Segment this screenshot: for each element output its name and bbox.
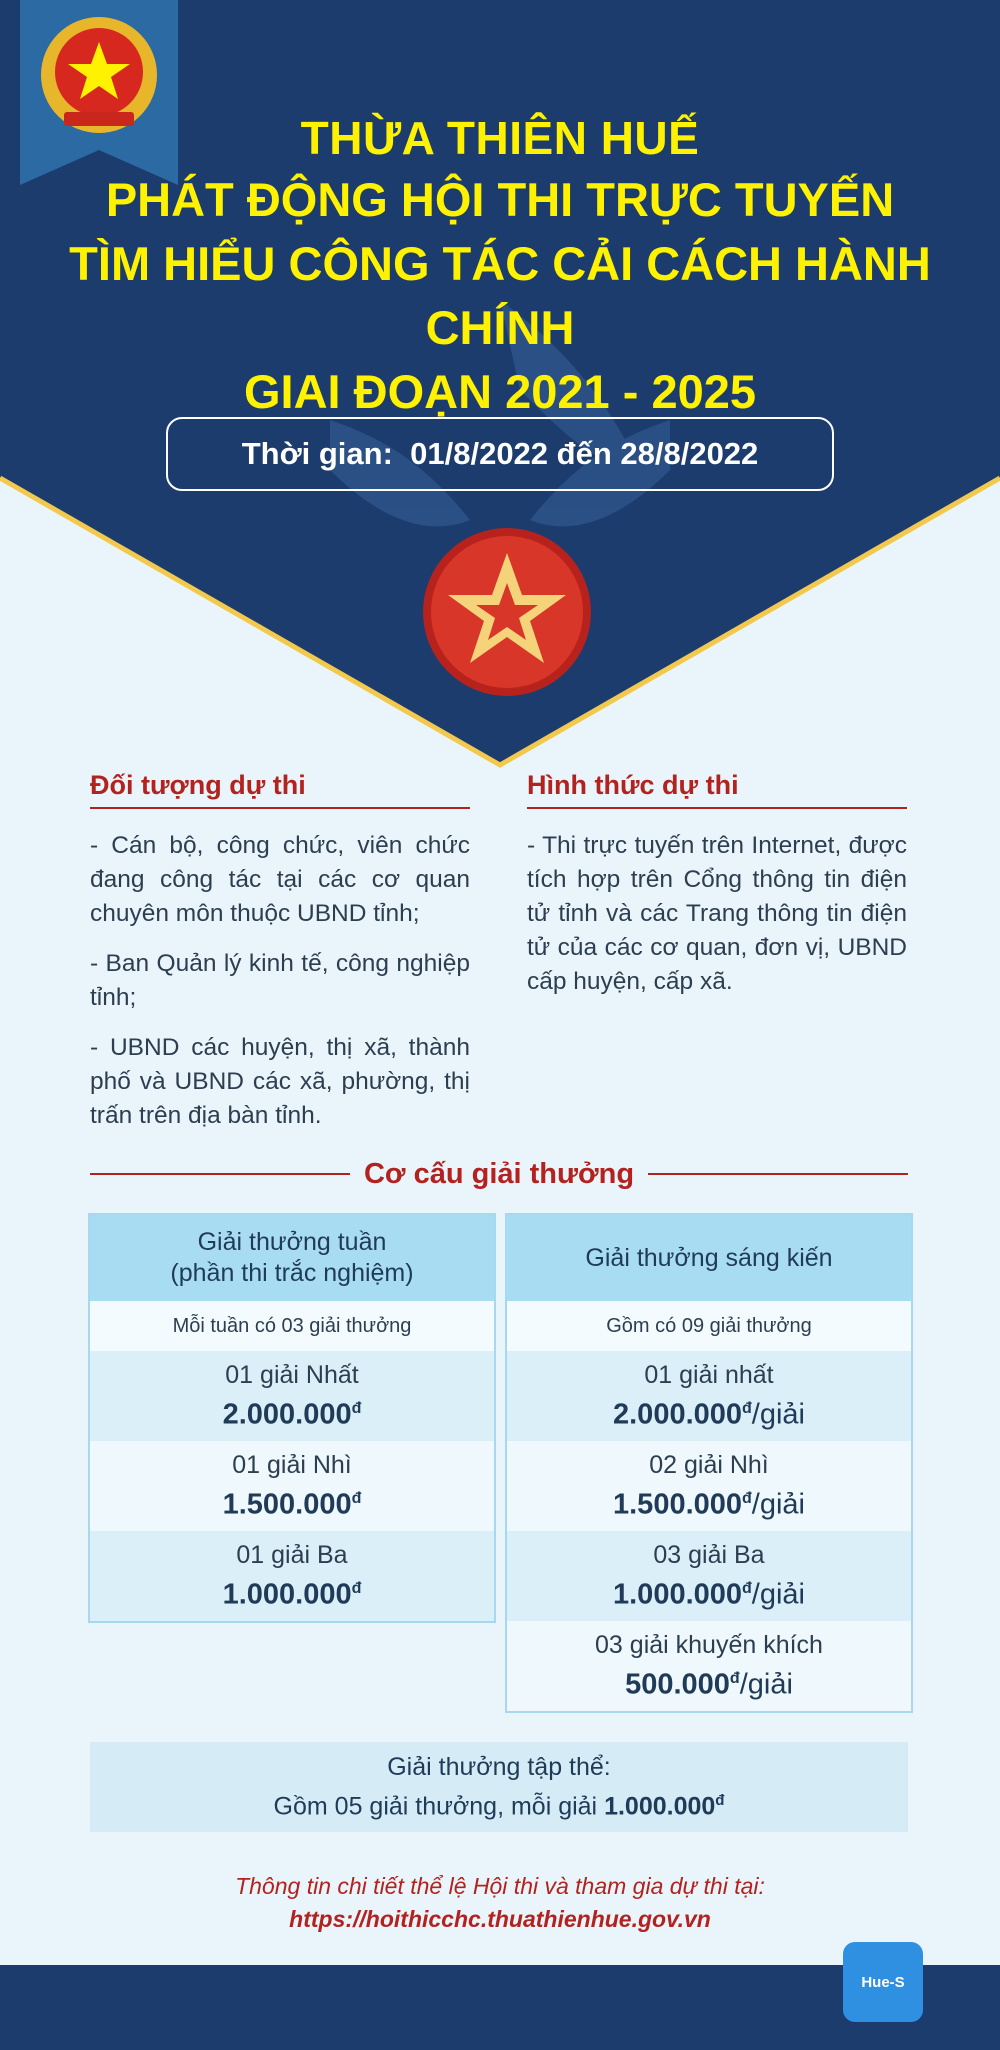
currency-unit: đ <box>715 1792 725 1810</box>
collective-title: Giải thưởng tập thể: <box>387 1753 611 1782</box>
awards-heading-text: Cơ cấu giải thưởng <box>363 1157 635 1190</box>
weekly-title-2: (phần thi trắc nghiệm) <box>170 1259 414 1287</box>
table-row <box>90 1441 494 1531</box>
per-prize-suffix: /giải <box>751 1488 805 1521</box>
currency-unit: đ <box>742 1580 752 1598</box>
currency-unit: đ <box>742 1490 752 1508</box>
currency-unit: đ <box>742 1400 752 1418</box>
weekly-note: Mỗi tuần có 03 giải thưởng <box>90 1301 494 1351</box>
weekly-awards-table <box>88 1213 496 1623</box>
contest-url-link[interactable]: https://hoithicchc.thuathienhue.gov.vn <box>289 1906 711 1932</box>
time-label: Thời gian: <box>241 436 393 471</box>
prize-amount: 1.000.000 <box>222 1578 352 1611</box>
table-row <box>507 1531 911 1621</box>
main-title-line-3: GIAI ĐOẠN 2021 - 2025 <box>244 365 756 418</box>
format-text: - Thi trực tuyến trên Internet, được tích hợp trên Cổng thông tin điện tử tỉnh và các Trang thông tin điện tử của các cơ quan, đơn vị, UBND cấp huyện, cấp xã. <box>527 832 907 995</box>
weekly-title-1: Giải thưởng tuần <box>197 1228 387 1256</box>
participants-item-3: - UBND các huyện, thị xã, thành phố và UBND các xã, phường, thị trấn trên địa bàn tỉnh. <box>90 1034 470 1129</box>
prize-label: 01 giải nhất <box>644 1361 774 1390</box>
prize-amount: 500.000 <box>625 1668 730 1701</box>
collective-amount: 1.000.000 <box>604 1792 716 1821</box>
prize-amount: 2.000.000 <box>613 1398 743 1431</box>
prize-label: 01 giải Nhất <box>225 1361 359 1390</box>
title-block <box>0 108 1000 424</box>
participants-section <box>90 770 470 1149</box>
province-title: THỪA THIÊN HUẾ <box>300 112 700 164</box>
prize-amount: 1.500.000 <box>613 1488 743 1521</box>
prize-label: 03 giải Ba <box>653 1541 765 1570</box>
prize-label: 01 giải Nhì <box>232 1451 352 1480</box>
initiative-awards-table <box>505 1213 913 1713</box>
table-row <box>507 1351 911 1441</box>
divider-right <box>648 1173 908 1175</box>
prize-label: 01 giải Ba <box>236 1541 348 1570</box>
per-prize-suffix: /giải <box>751 1578 805 1611</box>
per-prize-suffix: /giải <box>751 1398 805 1431</box>
participants-item-1: - Cán bộ, công chức, viên chức đang công tác tại các cơ quan chuyên môn thuộc UBND tỉnh; <box>90 832 470 927</box>
time-box <box>166 417 834 491</box>
prize-amount: 1.500.000 <box>222 1488 352 1521</box>
participants-item-2: - Ban Quản lý kinh tế, công nghiệp tỉnh; <box>90 950 470 1011</box>
per-prize-suffix: /giải <box>739 1668 793 1701</box>
participants-heading: Đối tượng dự thi <box>90 770 470 809</box>
awards-heading <box>90 1152 908 1196</box>
collective-text: Gồm 05 giải thưởng, mỗi giải <box>273 1792 598 1821</box>
reform-logo <box>420 525 595 700</box>
table-row <box>90 1531 494 1621</box>
table-row <box>90 1351 494 1441</box>
currency-unit: đ <box>351 1580 362 1598</box>
prize-amount: 2.000.000 <box>222 1398 352 1431</box>
weekly-awards-header <box>90 1215 494 1301</box>
main-title-line-1: PHÁT ĐỘNG HỘI THI TRỰC TUYẾN <box>105 173 895 226</box>
table-row <box>507 1621 911 1711</box>
prize-label: 03 giải khuyến khích <box>595 1631 823 1660</box>
app-label: Hue-S <box>861 1973 905 1991</box>
initiative-awards-header: Giải thưởng sáng kiến <box>507 1215 911 1301</box>
currency-unit: đ <box>351 1490 362 1508</box>
divider-left <box>90 1173 350 1175</box>
time-value: 01/8/2022 đến 28/8/2022 <box>410 436 759 471</box>
currency-unit: đ <box>729 1670 740 1688</box>
footer-info-text: Thông tin chi tiết thể lệ Hội thi và tham gia dự thi tại: <box>235 1873 765 1899</box>
initiative-note: Gồm có 09 giải thưởng <box>507 1301 911 1351</box>
prize-label: 02 giải Nhì <box>649 1451 769 1480</box>
table-row <box>507 1441 911 1531</box>
format-section <box>527 770 907 1015</box>
footer-info <box>0 1870 1000 1936</box>
prize-amount: 1.000.000 <box>613 1578 743 1611</box>
collective-award-box <box>90 1742 908 1832</box>
format-heading: Hình thức dự thi <box>527 770 907 809</box>
currency-unit: đ <box>351 1400 362 1418</box>
main-title-line-2: TÌM HIỂU CÔNG TÁC CẢI CÁCH HÀNH CHÍNH <box>69 237 931 354</box>
hue-s-app-icon[interactable] <box>843 1942 923 2022</box>
